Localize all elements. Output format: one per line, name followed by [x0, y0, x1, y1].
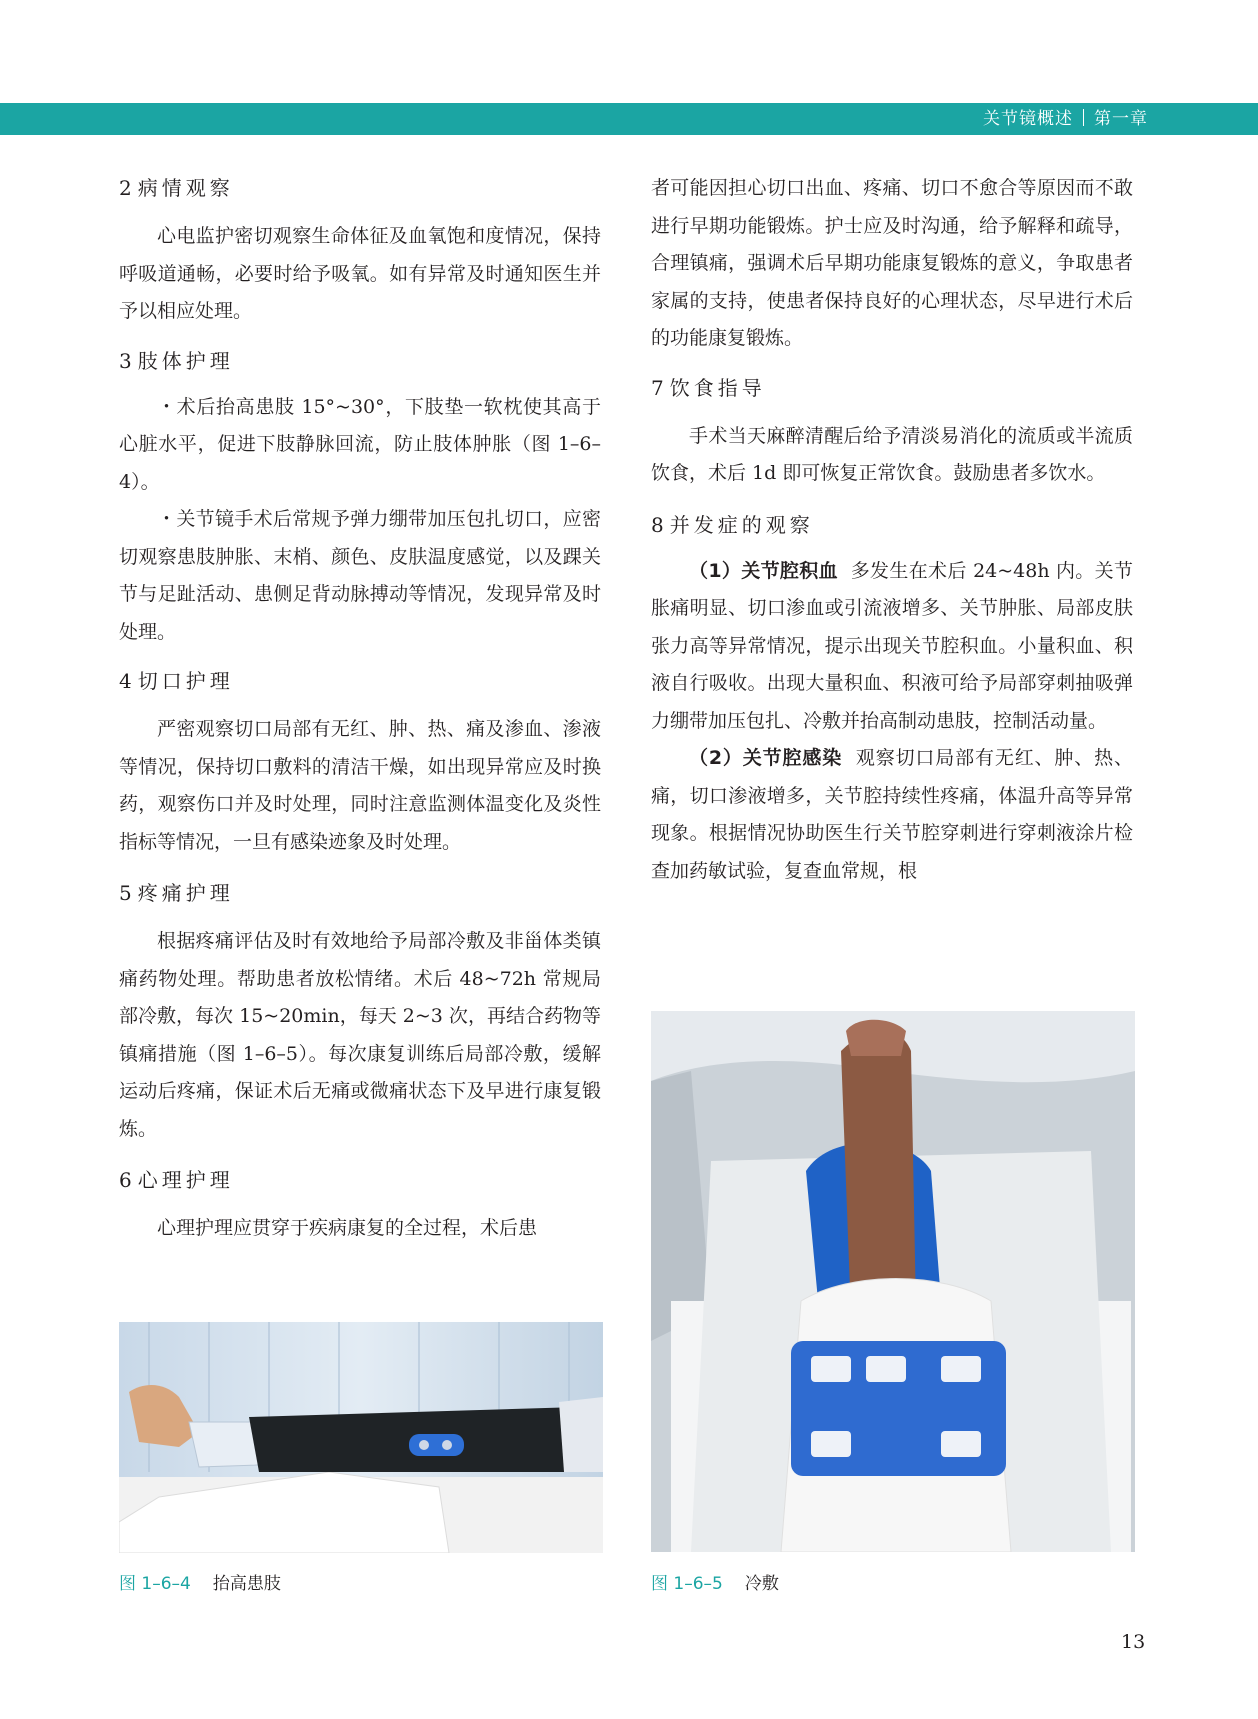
right-column: [651, 178, 1133, 890]
paragraph: （2）关节腔感染 观察切口局部有无红、肿、热、痛，切口渗液增多，关节腔持续性疼痛，体温升高等异常现象。根据情况协助医生行关节腔穿刺进行穿刺液涂片检查加药敏试验，复查血常规，根: [651, 747, 1133, 882]
figure-label: 图 1–6–5: [651, 1574, 723, 1594]
figure-caption-1: [119, 1569, 281, 1594]
page-number: 13: [1121, 1631, 1146, 1653]
section-heading-5: 5 疼痛护理: [119, 881, 234, 905]
running-header: [983, 103, 1148, 135]
paragraph: ・关节镜手术后常规予弹力绷带加压包扎切口，应密切观察患肢肿胀、末梢、颜色、皮肤温度感觉，以及踝关节与足趾活动、患侧足背动脉搏动等情况，发现异常及时处理。: [119, 508, 601, 643]
paragraph: ・术后抬高患肢 15°~30°，下肢垫一软枕使其高于心脏水平，促进下肢静脉回流，防止肢体肿胀（图 1–6–4）。: [119, 395, 601, 493]
paragraph-continuation: 者可能因担心切口出血、疼痛、切口不愈合等原因而不敢进行早期功能锻炼。护士应及时沟通，给予解释和疏导，合理镇痛，强调术后早期功能康复锻炼的意义，争取患者家属的支持，使患者保持良好的心理状态，尽早进行术后的功能康复锻炼。: [651, 177, 1133, 349]
paragraph: 根据疼痛评估及时有效地给予局部冷敷及非甾体类镇痛药物处理。帮助患者放松情绪。术后 48~72h 常规局部冷敷，每次 15~20min，每天 2~3 次，再结合药物等镇痛措施（图 1–6–5）。每次康复训练后局部冷敷，缓解运动后疼痛，保证术后无痛或微痛状态下及早进行康复锻炼。: [119, 930, 601, 1140]
figure-caption-2: [651, 1569, 779, 1594]
header-chapter: 第一章: [1094, 109, 1148, 129]
elevated-limb-illustration: [119, 1322, 603, 1553]
cold-compress-illustration: [651, 1011, 1135, 1552]
paragraph: 心理护理应贯穿于疾病康复的全过程，术后患: [157, 1217, 538, 1239]
figure-title: 抬高患肢: [212, 1574, 281, 1594]
section-heading-7: 7 饮食指导: [651, 375, 766, 400]
header-section-title: 关节镜概述: [983, 109, 1073, 129]
paragraph: 严密观察切口局部有无红、肿、热、痛及渗血、渗液等情况，保持切口敷料的清洁干燥，如出现异常应及时换药，观察伤口并及时处理，同时注意监测体温变化及炎性指标等情况，一旦有感染迹象及时处理。: [119, 718, 601, 853]
header-divider: [1083, 109, 1084, 126]
paragraph: 手术当天麻醉清醒后给予清淡易消化的流质或半流质饮食，术后 1d 即可恢复正常饮食。鼓励患者多饮水。: [651, 424, 1133, 484]
subheading: （2）关节腔感染: [689, 747, 843, 769]
section-heading-4: 4 切口护理: [119, 669, 234, 693]
left-column: [119, 178, 601, 1248]
paragraph: 心电监护密切观察生命体征及血氧饱和度情况，保持呼吸道通畅，必要时给予吸氧。如有异常及时通知医生并予以相应处理。: [119, 225, 601, 322]
section-heading-8: 8 并发症的观察: [651, 512, 814, 537]
section-heading-3: 3 肢体护理: [119, 348, 234, 373]
section-heading-6: 6 心理护理: [119, 1168, 234, 1192]
figure-title: 冷敷: [744, 1574, 779, 1594]
cold-compress-photo: [651, 1011, 1135, 1552]
subheading: （1）关节腔积血: [689, 559, 838, 582]
section-heading-2: 2 病情观察: [119, 176, 234, 200]
paragraph: （1）关节腔积血 多发生在术后 24~48h 内。关节胀痛明显、切口渗血或引流液增多、关节肿胀、局部皮肤张力高等异常情况，提示出现关节腔积血。小量积血、积液自行吸收。出现大量积血、积液可给予局部穿刺抽吸弹力绷带加压包扎、冷敷并抬高制动患肢，控制活动量。: [651, 559, 1133, 732]
elevated-limb-photo: [119, 1322, 603, 1553]
figure-label: 图 1–6–4: [119, 1574, 191, 1594]
